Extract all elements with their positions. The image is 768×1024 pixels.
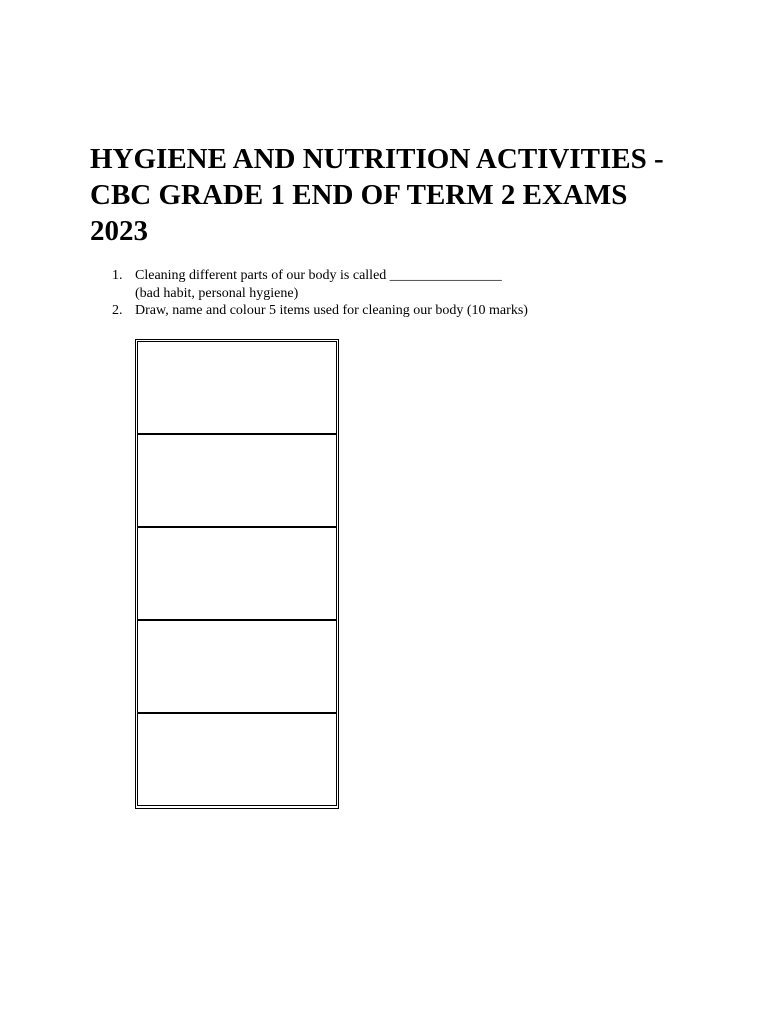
drawing-box-2 — [137, 434, 337, 527]
question-number: 1. — [112, 268, 123, 283]
question-1 — [90, 267, 690, 302]
drawing-box-1 — [137, 341, 337, 434]
question-2 — [90, 302, 690, 320]
question-list — [90, 267, 690, 320]
drawing-box-5 — [137, 713, 337, 806]
question-number: 2. — [112, 303, 123, 318]
question-text: Draw, name and colour 5 items used for cleaning our body (10 marks) — [135, 303, 528, 318]
drawing-box-3 — [137, 527, 337, 620]
question-options: (bad habit, personal hygiene) — [135, 285, 299, 301]
page-title: HYGIENE AND NUTRITION ACTIVITIES - CBC GRADE 1 END OF TERM 2 EXAMS 2023 — [90, 143, 664, 247]
drawing-table — [135, 339, 339, 809]
question-text: Cleaning different parts of our body is called ________________ — [135, 268, 502, 283]
drawing-box-4 — [137, 620, 337, 713]
